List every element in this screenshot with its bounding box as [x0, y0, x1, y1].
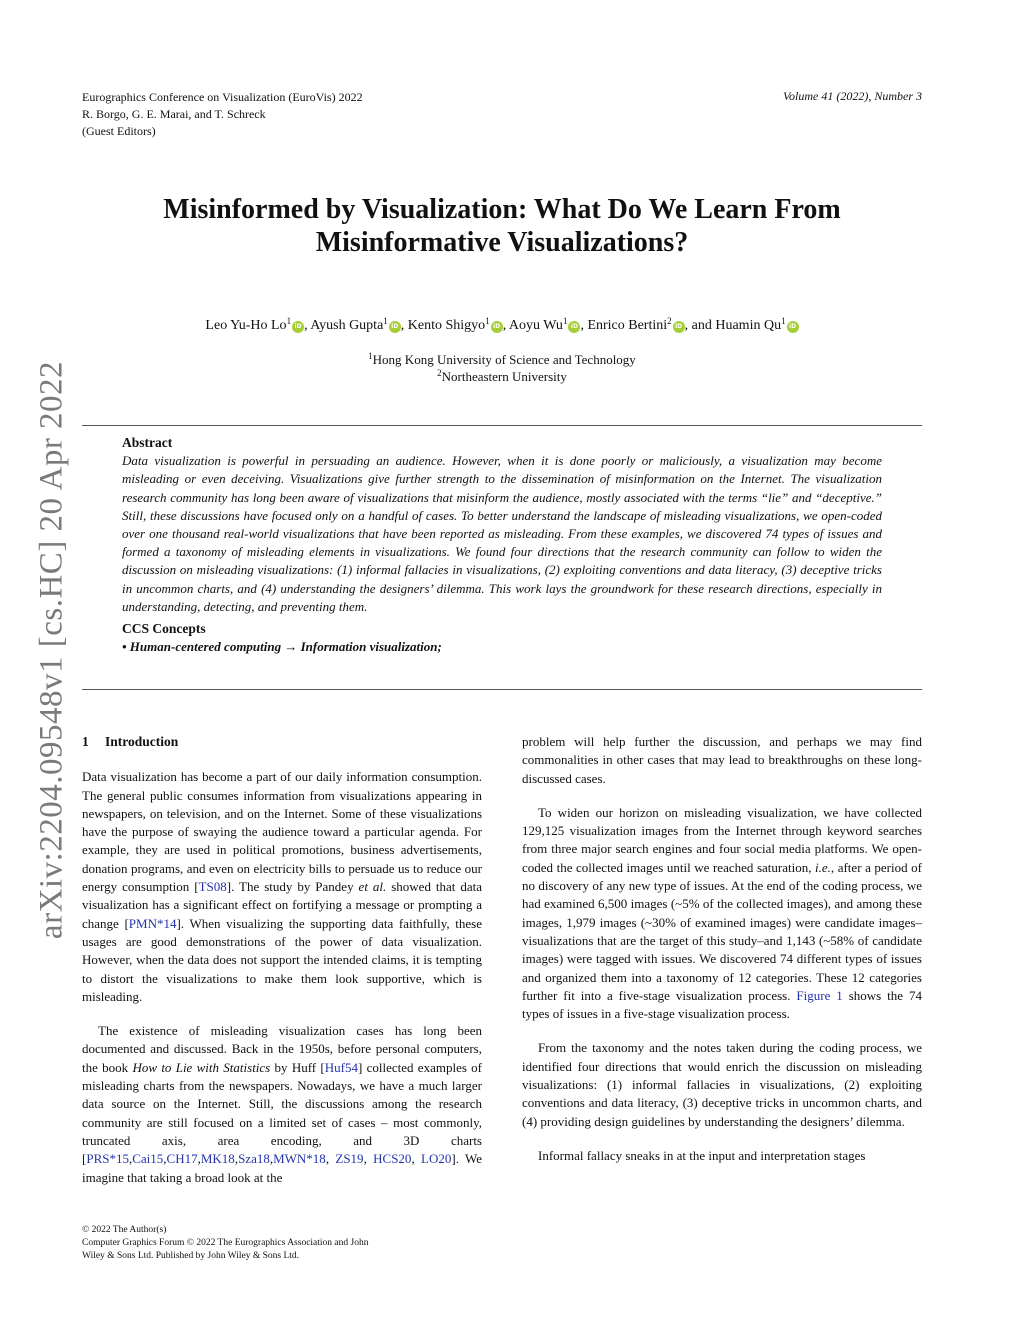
affiliation-name: Northeastern University [441, 369, 567, 384]
author-separator: , and [684, 318, 716, 333]
text-run: The existence of misleading visualization cases has long been documented and discussed. Back in the 1950s, before personal computers, the book [82, 1023, 482, 1075]
text-run: ]. We imagine that taking a broad look at the [82, 1151, 483, 1185]
arxiv-stamp: arXiv:2204.09548v1 [cs.HC] 20 Apr 2022 [33, 360, 70, 940]
citation-link[interactable]: TS08 [198, 879, 227, 895]
left-column [82, 733, 482, 1203]
text-run: showed that data visualization has a significant effect on fortifying a message or prompting a change [ [82, 879, 483, 931]
author-affiliation-number: 1 [781, 316, 786, 326]
author-list [82, 316, 922, 336]
ccs-heading: CCS Concepts [122, 621, 206, 637]
author-name: Ayush Gupta [310, 318, 384, 333]
copyright-footer [82, 1224, 368, 1263]
author-separator: , [502, 318, 509, 333]
affiliation-name: Hong Kong University of Science and Technology [372, 352, 636, 367]
citation-link[interactable]: MK18 [200, 1151, 235, 1167]
figure-link[interactable]: Figure 1 [796, 987, 843, 1003]
paragraph: Informal fallacy sneaks in at the input and interpretation stages [538, 1147, 866, 1163]
volume-label: Volume 41 (2022), Number 3 [783, 89, 922, 103]
text-run: To widen our horizon on misleading visualization, we have collected 129,125 visualization images from the Internet through keyword searches from three major search engines and four social media platforms. We open-coded the collected images until we reached saturation, [522, 804, 922, 875]
footer-line: Computer Graphics Forum © 2022 The Eurographics Association and John [82, 1238, 369, 1248]
author-name: Leo Yu-Ho Lo [205, 318, 287, 333]
author [715, 318, 798, 333]
citation-link[interactable]: Sza18 [238, 1151, 270, 1167]
text-run: ]. The study by Pandey [226, 879, 359, 895]
author-name: Aoyu Wu [508, 318, 563, 333]
header-line: (Guest Editors) [82, 124, 156, 138]
author-affiliation-number: 1 [383, 316, 388, 326]
text-run: shows the 74 types of issues in a five-stage visualization process. [522, 987, 922, 1022]
orcid-icon[interactable]: iD [673, 321, 685, 333]
text-run: i.e. [815, 859, 831, 875]
author [509, 318, 588, 333]
abstract-block [122, 434, 882, 656]
text-run: ]. When visualizing the supporting data faithfully, these usages are good demonstrations of the power of data visualization. However, when the data does not support the intended claims, it is tempting to distort the visualizations to make them look supportive, which is misleading. [82, 915, 482, 1004]
citation-link[interactable]: CH17 [166, 1151, 198, 1167]
ccs-item: • Human-centered computing → Information visualization; [122, 639, 442, 655]
author-name: Kento Shigyo [407, 318, 486, 333]
conference-header [82, 89, 363, 140]
paper-title [82, 193, 922, 259]
author-affiliation-number: 2 [667, 316, 672, 326]
author-separator: , [400, 318, 408, 333]
citation-link[interactable]: ZS19 [335, 1151, 364, 1167]
orcid-icon[interactable]: iD [491, 321, 503, 333]
orcid-icon[interactable]: iD [389, 321, 401, 333]
title-line: Misinformative Visualizations? [315, 227, 689, 258]
author [587, 318, 715, 333]
text-run: et al. [358, 879, 387, 895]
right-column [522, 733, 922, 1181]
citation-link[interactable]: MWN*18 [273, 1151, 326, 1167]
text-run: by Huff [ [270, 1059, 325, 1075]
text-run: ] collected examples of misleading charts from the newspapers. Nowadays, we have a much larger data source on the Internet. Still, the discussions among the research community are still focused on a limited set of cases – most commonly, truncated axis, area encoding, and 3D charts [ [82, 1059, 483, 1167]
citation-link[interactable]: PMN*14 [128, 915, 177, 931]
affiliation [82, 368, 922, 385]
orcid-icon[interactable]: iD [568, 321, 580, 333]
affiliation-number: 2 [437, 368, 442, 378]
affiliation [82, 351, 922, 368]
citation-link[interactable]: PRS*15 [86, 1151, 129, 1167]
citation-link[interactable]: Cai15 [132, 1151, 164, 1167]
citation-link[interactable]: Huf54 [324, 1059, 358, 1075]
paragraph: From the taxonomy and the notes taken during the coding process, we identified four directions that would enrich the discussion on misleading visualizations: (1) informal fallacies in visualizations, (2) exploiting conventions and data literacy, (3) deceptive tricks in uncommon charts, and (4) providing design guidelines by understanding the designers’ dilemma. [522, 1040, 922, 1129]
author-name: Huamin Qu [715, 318, 782, 333]
section-number: 1 [82, 734, 89, 749]
paragraph [522, 804, 922, 1024]
author [205, 318, 310, 333]
orcid-icon[interactable]: iD [787, 321, 799, 333]
section-heading [82, 733, 482, 751]
abstract-text: Data visualization is powerful in persuading an audience. However, when it is done poorly or maliciously, a visualization may become misleading or even deceiving. Visualizations give further strength to the dissemination of misinformation on the Internet. The visualization research community has long been aware of visualizations that misinform the audience, mostly associated with the terms “lie” and “deceptive.” Still, these discussions have focused only on a handful of cases. To better understand the landscape of misleading visualizations, we open-coded over one thousand real-world visualizations that have been reported as misleading. From these examples, we discovered 74 types of issues and formed a taxonomy of misleading elements in visualizations. We found four directions that the research community can follow to widen the discussion on misleading visualizations: (1) informal fallacies in visualizations, (2) exploiting conventions and data literacy, (3) deceptive tricks in uncommon charts, and (4) understanding the designers’ dilemma. This work lays the groundwork for these research directions, especially in understanding, detecting, and preventing them. [122, 453, 882, 614]
section-title: Introduction [105, 734, 179, 749]
paragraph: The existence of misleading visualization cases has long been documented and discussed. Back in the 1950s, before personal computers, the book How to Lie with Statistics by Huff [Huf54] collected examples of misleading charts from the newspapers. Nowadays, we have a much larger data source on the Internet. Still, the discussions among the research community are still focused on a limited set of cases – most commonly, truncated axis, area encoding, and 3D charts [PRS*15,Cai15,CH17,MK18,Sza18,MWN*18, ZS19, HCS20, LO20]. We imagine that taking a broad look at the [82, 1023, 483, 1185]
author-separator: , [304, 318, 311, 333]
divider [82, 689, 922, 690]
text-run: Data visualization has become a part of our daily information consumption. The general public consumes information from visualizations appearing in newspapers, on television, and on the Internet. Some of these visualizations have the purpose of swaying the audience toward a particular agenda. For example, they are used in political promotions, business advertisements, donation programs, and even on electricity bills to persuade us to reduce our energy consumption [ [82, 769, 482, 895]
citation-link[interactable]: HCS20 [373, 1151, 412, 1167]
title-line: Misinformed by Visualization: What Do We Learn From [163, 194, 841, 225]
author-affiliation-number: 1 [562, 316, 568, 326]
citation-link[interactable]: LO20 [421, 1151, 452, 1167]
author-affiliation-number: 1 [485, 316, 490, 326]
divider [82, 425, 922, 426]
affiliation-number: 1 [368, 351, 373, 361]
ccs-concepts [122, 620, 882, 656]
paragraph: problem will help further the discussion, and perhaps we may find commonalities in other cases that may lead to breakthroughs on these long-discussed cases. [522, 734, 922, 786]
footer-line: Wiley & Sons Ltd. Published by John Wiley & Sons Ltd. [82, 1251, 300, 1261]
author-affiliation-number: 1 [286, 316, 292, 326]
orcid-icon[interactable]: iD [292, 321, 304, 333]
author-separator: , [580, 318, 588, 333]
text-run: , after a period of no discovery of any new type of issues. At the end of the coding process, we had examined 6,500 images (~5% of the collected images), and among these images, 1,979 images (~30% of examined images) were candidate images–visualizations that are the target of this study–and 1,143 (~58% of candidate images) were tagged with issues. We discovered 74 different types of issues and organized them into a taxonomy of 12 categories. These 12 categories further fit into a five-stage visualization process. [522, 859, 922, 1003]
header-line: Eurographics Conference on Visualization (EuroVis) 2022 [82, 90, 363, 104]
author-name: Enrico Bertini [587, 318, 668, 333]
affiliations [82, 351, 922, 385]
paragraph [82, 768, 482, 1006]
abstract-heading: Abstract [122, 435, 173, 450]
book-title: How to Lie with Statistics [132, 1059, 271, 1075]
footer-line: © 2022 The Author(s) [82, 1225, 167, 1235]
author [408, 318, 509, 333]
header-line: R. Borgo, G. E. Marai, and T. Schreck [82, 107, 266, 121]
author [310, 318, 408, 333]
